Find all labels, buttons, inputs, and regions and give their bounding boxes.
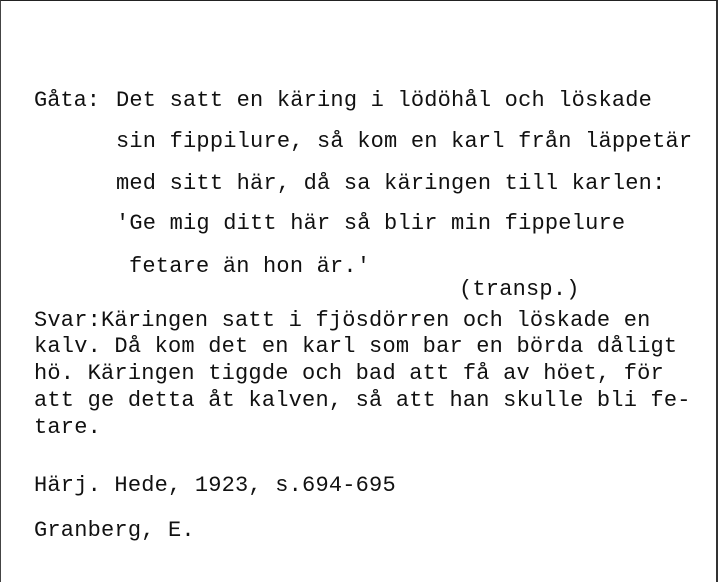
transposition-note: (transp.)	[459, 277, 580, 302]
riddle-line-1: Det satt en käring i lödöhål och löskade	[116, 88, 653, 113]
answer-line-2: kalv. Då kom det en karl som bar en börda dåligt	[34, 334, 678, 359]
riddle-line-5: fetare än hon är.'	[129, 254, 371, 279]
riddle-line-4: 'Ge mig ditt här så blir min fippelure	[116, 211, 626, 236]
answer-line-5: tare.	[34, 415, 102, 440]
answer-line-1: Svar:Käringen satt i fjösdörren och löskade en	[34, 308, 651, 333]
riddle-label: Gåta:	[34, 88, 101, 113]
riddle-line-3: med sitt här, då sa käringen till karlen:	[116, 171, 666, 196]
answer-line-3: hö. Käringen tiggde och bad att få av höet, för	[34, 361, 664, 386]
answer-line-4: att ge detta åt kalven, så att han skulle bli fe-	[34, 388, 691, 413]
riddle-line-2: sin fippilure, så kom en karl från läppetär	[116, 129, 693, 154]
source-location: Härj. Hede, 1923, s.694-695	[34, 473, 396, 498]
collector-name: Granberg, E.	[34, 518, 195, 543]
